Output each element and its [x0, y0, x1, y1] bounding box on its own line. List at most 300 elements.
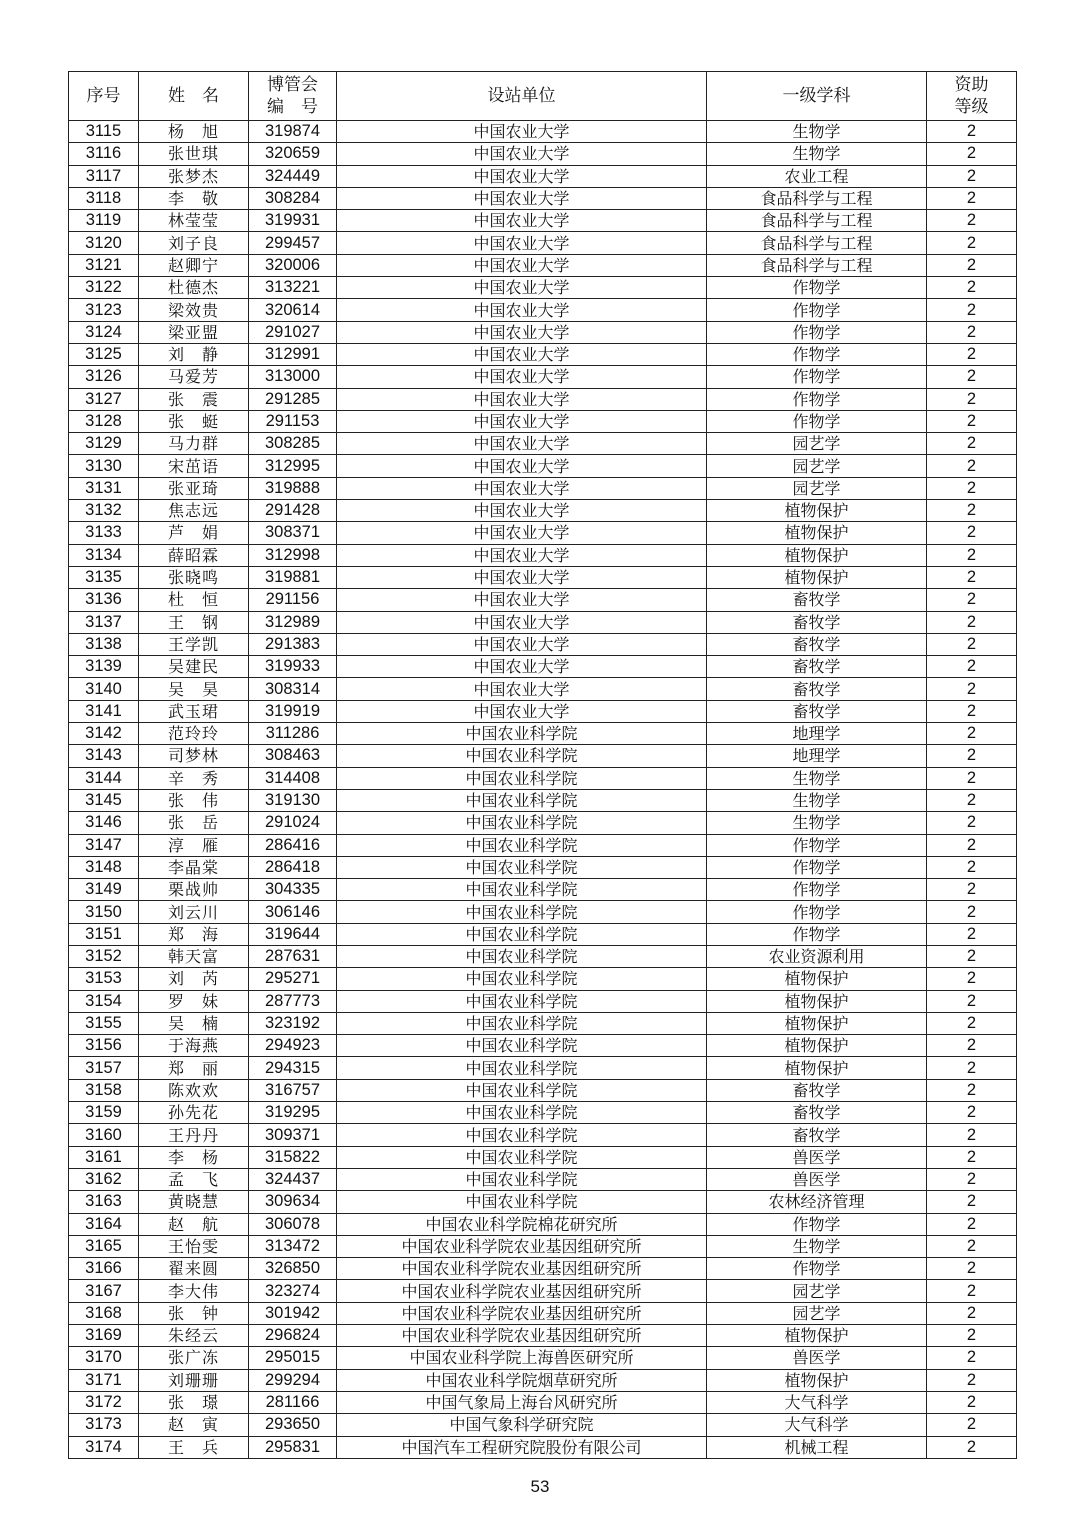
cell-discipline: 作物学	[707, 343, 927, 365]
table-header-row	[69, 72, 1017, 121]
cell-unit: 中国农业大学	[337, 522, 707, 544]
cell-grade: 2	[927, 656, 1017, 678]
cell-seq: 3166	[69, 1258, 139, 1280]
cell-id: 291383	[249, 633, 337, 655]
cell-seq: 3156	[69, 1035, 139, 1057]
cell-discipline: 畜牧学	[707, 1102, 927, 1124]
table-row	[69, 321, 1017, 343]
table-row	[69, 544, 1017, 566]
cell-grade: 2	[927, 723, 1017, 745]
cell-name: 于海燕	[139, 1035, 249, 1057]
cell-unit: 中国农业大学	[337, 700, 707, 722]
cell-id: 326850	[249, 1258, 337, 1280]
cell-grade: 2	[927, 544, 1017, 566]
cell-name: 宋茁语	[139, 455, 249, 477]
cell-unit: 中国农业科学院棉花研究所	[337, 1213, 707, 1235]
cell-discipline: 植物保护	[707, 1369, 927, 1391]
cell-discipline: 植物保护	[707, 968, 927, 990]
cell-id: 313000	[249, 366, 337, 388]
cell-discipline: 植物保护	[707, 990, 927, 1012]
cell-grade: 2	[927, 1057, 1017, 1079]
cell-id: 293650	[249, 1414, 337, 1436]
cell-seq: 3135	[69, 566, 139, 588]
table-row	[69, 299, 1017, 321]
cell-grade: 2	[927, 633, 1017, 655]
cell-grade: 2	[927, 1235, 1017, 1257]
cell-grade: 2	[927, 187, 1017, 209]
cell-grade: 2	[927, 990, 1017, 1012]
cell-grade: 2	[927, 254, 1017, 276]
cell-name: 司梦林	[139, 745, 249, 767]
cell-seq: 3118	[69, 187, 139, 209]
cell-seq: 3140	[69, 678, 139, 700]
cell-grade: 2	[927, 522, 1017, 544]
cell-name: 栗战帅	[139, 879, 249, 901]
table-row	[69, 1012, 1017, 1034]
table-row	[69, 700, 1017, 722]
cell-seq: 3152	[69, 945, 139, 967]
table-row	[69, 812, 1017, 834]
cell-seq: 3174	[69, 1436, 139, 1458]
table-row	[69, 1057, 1017, 1079]
cell-grade: 2	[927, 1102, 1017, 1124]
cell-discipline: 植物保护	[707, 544, 927, 566]
cell-grade: 2	[927, 1146, 1017, 1168]
cell-name: 韩天富	[139, 945, 249, 967]
table-row	[69, 1146, 1017, 1168]
cell-discipline: 园艺学	[707, 433, 927, 455]
cell-grade: 2	[927, 477, 1017, 499]
cell-unit: 中国农业科学院上海兽医研究所	[337, 1347, 707, 1369]
cell-seq: 3149	[69, 879, 139, 901]
cell-seq: 3117	[69, 165, 139, 187]
cell-seq: 3123	[69, 299, 139, 321]
cell-grade: 2	[927, 1079, 1017, 1101]
cell-id: 287773	[249, 990, 337, 1012]
cell-seq: 3116	[69, 143, 139, 165]
cell-name: 王怡雯	[139, 1235, 249, 1257]
cell-id: 309634	[249, 1191, 337, 1213]
cell-grade: 2	[927, 343, 1017, 365]
table-row	[69, 1325, 1017, 1347]
cell-name: 张 震	[139, 388, 249, 410]
cell-name: 张 璟	[139, 1391, 249, 1413]
cell-unit: 中国农业科学院	[337, 834, 707, 856]
cell-id: 319874	[249, 121, 337, 143]
cell-unit: 中国农业科学院	[337, 1012, 707, 1034]
cell-seq: 3119	[69, 210, 139, 232]
cell-grade: 2	[927, 121, 1017, 143]
table-row	[69, 566, 1017, 588]
cell-name: 刘 芮	[139, 968, 249, 990]
cell-name: 孙先花	[139, 1102, 249, 1124]
cell-grade: 2	[927, 566, 1017, 588]
cell-name: 郑 丽	[139, 1057, 249, 1079]
cell-seq: 3131	[69, 477, 139, 499]
cell-grade: 2	[927, 1325, 1017, 1347]
cell-grade: 2	[927, 1012, 1017, 1034]
cell-id: 320614	[249, 299, 337, 321]
cell-discipline: 畜牧学	[707, 589, 927, 611]
cell-id: 315822	[249, 1146, 337, 1168]
cell-id: 299294	[249, 1369, 337, 1391]
cell-grade: 2	[927, 433, 1017, 455]
table-row	[69, 1280, 1017, 1302]
header-seq: 序号	[69, 72, 139, 121]
header-discipline: 一级学科	[707, 72, 927, 121]
cell-id: 308285	[249, 433, 337, 455]
cell-unit: 中国农业科学院烟草研究所	[337, 1369, 707, 1391]
cell-seq: 3138	[69, 633, 139, 655]
table-row	[69, 1213, 1017, 1235]
cell-id: 323192	[249, 1012, 337, 1034]
cell-name: 赵 航	[139, 1213, 249, 1235]
cell-unit: 中国农业科学院	[337, 1057, 707, 1079]
cell-discipline: 生物学	[707, 789, 927, 811]
cell-name: 孟 飞	[139, 1168, 249, 1190]
cell-name: 王丹丹	[139, 1124, 249, 1146]
cell-name: 杜德杰	[139, 277, 249, 299]
table-row	[69, 656, 1017, 678]
cell-seq: 3168	[69, 1302, 139, 1324]
cell-id: 319881	[249, 566, 337, 588]
cell-seq: 3130	[69, 455, 139, 477]
cell-id: 311286	[249, 723, 337, 745]
cell-name: 刘珊珊	[139, 1369, 249, 1391]
table-row	[69, 254, 1017, 276]
cell-discipline: 畜牧学	[707, 656, 927, 678]
cell-unit: 中国农业科学院	[337, 923, 707, 945]
cell-discipline: 食品科学与工程	[707, 210, 927, 232]
table-row	[69, 232, 1017, 254]
cell-discipline: 作物学	[707, 410, 927, 432]
cell-discipline: 园艺学	[707, 477, 927, 499]
cell-seq: 3145	[69, 789, 139, 811]
header-grade-line2: 等级	[954, 97, 989, 117]
cell-grade: 2	[927, 678, 1017, 700]
table-row	[69, 834, 1017, 856]
cell-grade: 2	[927, 901, 1017, 923]
cell-discipline: 农业工程	[707, 165, 927, 187]
table-row	[69, 968, 1017, 990]
cell-unit: 中国农业科学院农业基因组研究所	[337, 1258, 707, 1280]
cell-seq: 3144	[69, 767, 139, 789]
cell-unit: 中国农业大学	[337, 566, 707, 588]
cell-discipline: 作物学	[707, 277, 927, 299]
cell-discipline: 园艺学	[707, 1302, 927, 1324]
table-row	[69, 901, 1017, 923]
table-row	[69, 589, 1017, 611]
cell-grade: 2	[927, 165, 1017, 187]
cell-id: 295831	[249, 1436, 337, 1458]
table-row	[69, 945, 1017, 967]
table-row	[69, 1391, 1017, 1413]
cell-discipline: 园艺学	[707, 1280, 927, 1302]
cell-id: 304335	[249, 879, 337, 901]
cell-unit: 中国农业科学院	[337, 1191, 707, 1213]
cell-name: 杜 恒	[139, 589, 249, 611]
cell-discipline: 植物保护	[707, 522, 927, 544]
table-row	[69, 343, 1017, 365]
cell-name: 刘子良	[139, 232, 249, 254]
cell-id: 316757	[249, 1079, 337, 1101]
cell-unit: 中国农业大学	[337, 477, 707, 499]
cell-name: 吴 昊	[139, 678, 249, 700]
cell-grade: 2	[927, 856, 1017, 878]
cell-id: 320006	[249, 254, 337, 276]
cell-name: 焦志远	[139, 500, 249, 522]
cell-unit: 中国农业科学院	[337, 901, 707, 923]
cell-discipline: 大气科学	[707, 1391, 927, 1413]
cell-id: 291027	[249, 321, 337, 343]
cell-name: 范玲玲	[139, 723, 249, 745]
cell-unit: 中国农业科学院	[337, 723, 707, 745]
table-row	[69, 500, 1017, 522]
cell-discipline: 大气科学	[707, 1414, 927, 1436]
cell-name: 张 蜓	[139, 410, 249, 432]
cell-seq: 3173	[69, 1414, 139, 1436]
cell-id: 301942	[249, 1302, 337, 1324]
cell-seq: 3150	[69, 901, 139, 923]
cell-name: 赵卿宁	[139, 254, 249, 276]
cell-name: 杨 旭	[139, 121, 249, 143]
header-grade-line1: 资助	[954, 75, 989, 95]
cell-grade: 2	[927, 388, 1017, 410]
cell-grade: 2	[927, 812, 1017, 834]
cell-unit: 中国农业大学	[337, 143, 707, 165]
cell-unit: 中国农业科学院农业基因组研究所	[337, 1325, 707, 1347]
table-row	[69, 879, 1017, 901]
cell-name: 梁效贵	[139, 299, 249, 321]
cell-id: 319888	[249, 477, 337, 499]
cell-id: 308314	[249, 678, 337, 700]
cell-discipline: 兽医学	[707, 1146, 927, 1168]
cell-grade: 2	[927, 1191, 1017, 1213]
cell-name: 淳 雁	[139, 834, 249, 856]
table-row	[69, 723, 1017, 745]
cell-unit: 中国农业大学	[337, 165, 707, 187]
cell-unit: 中国农业大学	[337, 232, 707, 254]
cell-id: 314408	[249, 767, 337, 789]
cell-grade: 2	[927, 1213, 1017, 1235]
cell-unit: 中国农业大学	[337, 210, 707, 232]
cell-name: 刘云川	[139, 901, 249, 923]
cell-seq: 3154	[69, 990, 139, 1012]
cell-name: 芦 娟	[139, 522, 249, 544]
cell-discipline: 生物学	[707, 1235, 927, 1257]
cell-id: 291156	[249, 589, 337, 611]
cell-id: 312995	[249, 455, 337, 477]
cell-grade: 2	[927, 232, 1017, 254]
cell-id: 306078	[249, 1213, 337, 1235]
cell-seq: 3136	[69, 589, 139, 611]
cell-unit: 中国农业科学院	[337, 812, 707, 834]
cell-id: 324449	[249, 165, 337, 187]
cell-unit: 中国气象科学研究院	[337, 1414, 707, 1436]
cell-name: 朱经云	[139, 1325, 249, 1347]
cell-name: 张晓鸣	[139, 566, 249, 588]
table-row	[69, 745, 1017, 767]
cell-grade: 2	[927, 589, 1017, 611]
cell-seq: 3134	[69, 544, 139, 566]
cell-id: 299457	[249, 232, 337, 254]
cell-seq: 3126	[69, 366, 139, 388]
cell-grade: 2	[927, 455, 1017, 477]
cell-discipline: 作物学	[707, 923, 927, 945]
cell-unit: 中国气象局上海台风研究所	[337, 1391, 707, 1413]
table-row	[69, 277, 1017, 299]
cell-grade: 2	[927, 1168, 1017, 1190]
cell-name: 张世琪	[139, 143, 249, 165]
cell-id: 291153	[249, 410, 337, 432]
cell-id: 319933	[249, 656, 337, 678]
cell-seq: 3155	[69, 1012, 139, 1034]
cell-name: 张梦杰	[139, 165, 249, 187]
cell-discipline: 作物学	[707, 1213, 927, 1235]
cell-seq: 3122	[69, 277, 139, 299]
cell-id: 287631	[249, 945, 337, 967]
cell-seq: 3162	[69, 1168, 139, 1190]
cell-discipline: 农业资源利用	[707, 945, 927, 967]
cell-grade: 2	[927, 1258, 1017, 1280]
cell-discipline: 机械工程	[707, 1436, 927, 1458]
table-row	[69, 789, 1017, 811]
cell-seq: 3164	[69, 1213, 139, 1235]
cell-seq: 3137	[69, 611, 139, 633]
cell-name: 黄晓慧	[139, 1191, 249, 1213]
cell-unit: 中国农业科学院	[337, 990, 707, 1012]
cell-discipline: 生物学	[707, 143, 927, 165]
cell-unit: 中国农业大学	[337, 589, 707, 611]
cell-grade: 2	[927, 143, 1017, 165]
cell-id: 295271	[249, 968, 337, 990]
cell-id: 319644	[249, 923, 337, 945]
cell-name: 刘 静	[139, 343, 249, 365]
cell-discipline: 生物学	[707, 121, 927, 143]
cell-id: 320659	[249, 143, 337, 165]
table-row	[69, 633, 1017, 655]
cell-grade: 2	[927, 299, 1017, 321]
table-row	[69, 1079, 1017, 1101]
cell-id: 294315	[249, 1057, 337, 1079]
cell-grade: 2	[927, 500, 1017, 522]
table-row	[69, 1436, 1017, 1458]
page-number: 53	[530, 1477, 550, 1496]
cell-name: 王 钢	[139, 611, 249, 633]
cell-unit: 中国农业科学院农业基因组研究所	[337, 1280, 707, 1302]
cell-discipline: 畜牧学	[707, 633, 927, 655]
cell-seq: 3129	[69, 433, 139, 455]
cell-name: 张 岳	[139, 812, 249, 834]
cell-discipline: 作物学	[707, 879, 927, 901]
cell-id: 295015	[249, 1347, 337, 1369]
table-row	[69, 1235, 1017, 1257]
cell-unit: 中国农业科学院	[337, 767, 707, 789]
cell-grade: 2	[927, 923, 1017, 945]
cell-unit: 中国农业科学院	[337, 1146, 707, 1168]
header-id-line2: 编 号	[267, 97, 318, 117]
cell-discipline: 兽医学	[707, 1168, 927, 1190]
cell-name: 李 敬	[139, 187, 249, 209]
cell-seq: 3141	[69, 700, 139, 722]
table-row	[69, 1347, 1017, 1369]
cell-grade: 2	[927, 1347, 1017, 1369]
cell-seq: 3115	[69, 121, 139, 143]
cell-grade: 2	[927, 366, 1017, 388]
cell-unit: 中国农业科学院	[337, 856, 707, 878]
cell-grade: 2	[927, 767, 1017, 789]
cell-grade: 2	[927, 834, 1017, 856]
cell-unit: 中国农业科学院	[337, 879, 707, 901]
table-row	[69, 410, 1017, 432]
table-row	[69, 366, 1017, 388]
cell-unit: 中国农业科学院	[337, 1168, 707, 1190]
cell-grade: 2	[927, 1035, 1017, 1057]
cell-seq: 3143	[69, 745, 139, 767]
cell-unit: 中国农业大学	[337, 678, 707, 700]
cell-unit: 中国农业大学	[337, 277, 707, 299]
table-body	[69, 121, 1017, 1459]
cell-grade: 2	[927, 879, 1017, 901]
cell-grade: 2	[927, 1391, 1017, 1413]
cell-discipline: 作物学	[707, 834, 927, 856]
cell-seq: 3163	[69, 1191, 139, 1213]
cell-unit: 中国汽车工程研究院股份有限公司	[337, 1436, 707, 1458]
cell-discipline: 植物保护	[707, 566, 927, 588]
cell-name: 马爱芳	[139, 366, 249, 388]
table-row	[69, 1102, 1017, 1124]
cell-unit: 中国农业大学	[337, 410, 707, 432]
table-row	[69, 923, 1017, 945]
cell-discipline: 植物保护	[707, 500, 927, 522]
cell-name: 罗 妹	[139, 990, 249, 1012]
cell-id: 286418	[249, 856, 337, 878]
cell-grade: 2	[927, 945, 1017, 967]
cell-name: 王 兵	[139, 1436, 249, 1458]
cell-name: 王学凯	[139, 633, 249, 655]
table-row	[69, 611, 1017, 633]
cell-id: 308371	[249, 522, 337, 544]
cell-seq: 3120	[69, 232, 139, 254]
cell-seq: 3147	[69, 834, 139, 856]
cell-discipline: 地理学	[707, 745, 927, 767]
cell-name: 马力群	[139, 433, 249, 455]
table-row	[69, 187, 1017, 209]
cell-id: 313472	[249, 1235, 337, 1257]
cell-id: 294923	[249, 1035, 337, 1057]
cell-grade: 2	[927, 1414, 1017, 1436]
cell-name: 张 钟	[139, 1302, 249, 1324]
cell-name: 张广冻	[139, 1347, 249, 1369]
header-id-line1: 博管会	[267, 75, 318, 95]
cell-unit: 中国农业大学	[337, 187, 707, 209]
cell-grade: 2	[927, 410, 1017, 432]
table-row	[69, 1035, 1017, 1057]
cell-id: 309371	[249, 1124, 337, 1146]
cell-unit: 中国农业大学	[337, 633, 707, 655]
cell-name: 吴 楠	[139, 1012, 249, 1034]
cell-discipline: 兽医学	[707, 1347, 927, 1369]
cell-unit: 中国农业大学	[337, 299, 707, 321]
cell-name: 李晶棠	[139, 856, 249, 878]
cell-id: 291024	[249, 812, 337, 834]
cell-seq: 3142	[69, 723, 139, 745]
cell-discipline: 食品科学与工程	[707, 187, 927, 209]
cell-unit: 中国农业科学院	[337, 745, 707, 767]
cell-discipline: 地理学	[707, 723, 927, 745]
cell-unit: 中国农业科学院	[337, 789, 707, 811]
cell-name: 吴建民	[139, 656, 249, 678]
